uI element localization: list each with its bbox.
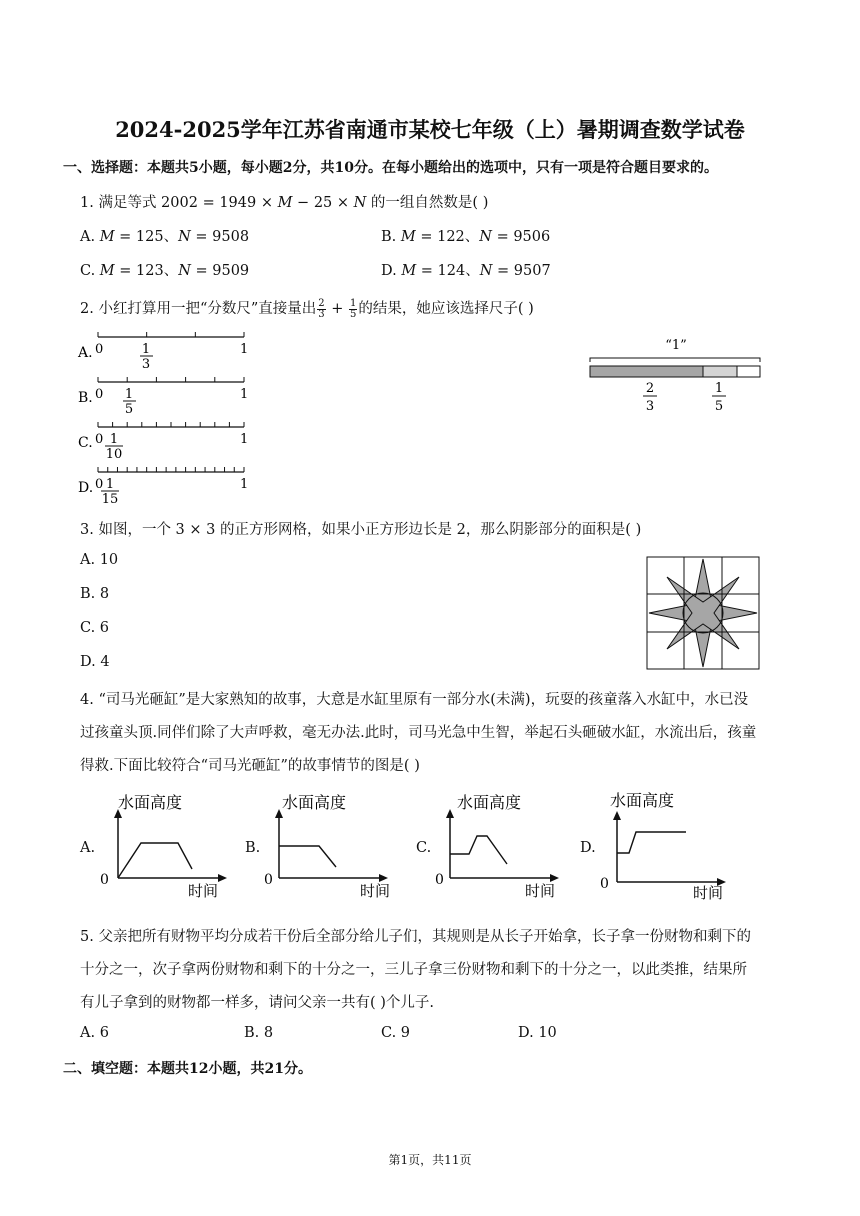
value: = 9506	[491, 229, 551, 245]
denominator: 3	[318, 308, 325, 320]
graph-b-xlabel: 时间	[360, 882, 391, 900]
graph-d-origin: 0	[600, 876, 609, 892]
graph-a-xlabel: 时间	[188, 882, 219, 900]
question-5-line-2: 十分之一，次子拿两份财物和剩下的十分之一，三儿子拿三份财物和剩下的十分之一，以此类推，结果所	[80, 962, 747, 978]
q5-option-d[interactable]: D. 10	[518, 1025, 557, 1041]
q1-stem-part: 1. 满足等式 2002 = 1949 ×	[80, 195, 278, 211]
option-label: B.	[381, 229, 397, 245]
q3-option-d[interactable]: D. 4	[80, 654, 110, 670]
q4-option-a-label[interactable]: A.	[80, 840, 96, 856]
q5-option-b[interactable]: B. 8	[244, 1025, 274, 1041]
graph-b-ylabel: 水面高度	[282, 793, 347, 812]
question-3-stem: 3. 如图，一个 3 × 3 的正方形网格，如果小正方形边长是 2，那么阴影部分的面积是( )	[80, 522, 642, 538]
q4-option-d-label[interactable]: D.	[580, 840, 596, 856]
question-4-line-1: 4. “司马光砸缸”是大家熟知的故事，大意是水缸里原有一部分水(未满)，玩耍的孩童落入水缸中，水已没	[80, 692, 749, 708]
q5-option-c[interactable]: C. 9	[381, 1025, 411, 1041]
graph-b-curve	[279, 846, 336, 867]
var-m: M	[400, 229, 416, 245]
question-4-line-2: 过孩童头顶.同伴们除了大声呼救，毫无办法.此时，司马光急中生智，举起石头砸破水缸，水流出后，孩童	[80, 725, 757, 741]
page-title: 2024-2025学年江苏省南通市某校七年级（上）暑期调查数学试卷	[115, 117, 745, 142]
q4-graph-b	[262, 790, 397, 900]
question-2-stem	[80, 297, 534, 320]
bar-segment-remainder	[737, 366, 760, 377]
section-2-heading: 二、填空题：本题共12小题，共21分。	[63, 1061, 312, 1077]
q4-graph-d	[598, 790, 733, 900]
bar-top-label: “1”	[665, 338, 687, 353]
ruler-a-zero: 0	[95, 342, 104, 357]
bar-frac1-den: 3	[645, 399, 655, 414]
section-1-heading: 一、选择题：本题共5小题，每小题2分，共10分。在每小题给出的选项中，只有一项是符合题目要求的。	[63, 160, 718, 176]
q1-stem-part: − 25 ×	[292, 195, 354, 211]
var-n: N	[178, 229, 191, 245]
graph-a-ylabel: 水面高度	[118, 793, 183, 812]
bar-frac2-den: 5	[714, 399, 724, 414]
graph-c-xlabel: 时间	[525, 882, 556, 900]
q1-option-c[interactable]	[80, 259, 249, 280]
ruler-d-zero: 0	[95, 477, 104, 492]
var-n: N	[479, 263, 493, 279]
ruler-b-one: 1	[240, 387, 249, 402]
bar-segment-one-fifth	[703, 366, 737, 377]
ruler-b-zero: 0	[95, 387, 104, 402]
q1-var-n: N	[353, 195, 367, 211]
value: = 124、	[416, 263, 480, 279]
bar-frac2-num: 1	[714, 381, 724, 396]
plus-sign: +	[326, 301, 349, 317]
q2-rulers	[76, 328, 276, 508]
q4-graph-a	[96, 790, 231, 900]
ruler-option-b-label[interactable]: B.	[78, 390, 93, 406]
ruler-b-frac-num: 1	[124, 387, 134, 402]
question-1-stem	[80, 191, 488, 212]
value: = 122、	[415, 229, 480, 245]
q3-grid-figure	[646, 556, 760, 670]
ruler-option-c-label[interactable]: C.	[78, 435, 93, 451]
page-footer: 第1页，共11页	[388, 1153, 472, 1167]
var-m: M	[401, 263, 417, 279]
graph-d-ylabel: 水面高度	[610, 791, 675, 810]
q2-stem-part: 的结果，她应该选择尺子( )	[358, 301, 534, 317]
fraction	[349, 299, 357, 320]
ruler-option-d-label[interactable]: D.	[78, 480, 94, 496]
ruler-b-frac-den: 5	[124, 402, 134, 417]
value: = 123、	[114, 263, 179, 279]
ruler-d-one: 1	[240, 477, 249, 492]
graph-a-origin: 0	[100, 872, 109, 888]
q1-var-m: M	[277, 195, 293, 211]
q1-option-b[interactable]	[381, 225, 550, 246]
graph-b-origin: 0	[264, 872, 273, 888]
ruler-c-zero: 0	[95, 432, 104, 447]
var-n: N	[178, 263, 191, 279]
graph-d-xlabel: 时间	[693, 884, 724, 900]
ruler-c-one: 1	[240, 432, 249, 447]
ruler-a-frac-num: 1	[141, 342, 151, 357]
q3-option-a[interactable]: A. 10	[80, 552, 119, 568]
ruler-a-frac-den: 3	[141, 357, 151, 372]
ruler-c-frac-num: 1	[109, 432, 119, 447]
q1-option-d[interactable]	[381, 259, 551, 280]
numerator: 2	[318, 297, 325, 309]
var-n: N	[479, 229, 492, 245]
q5-option-a[interactable]: A. 6	[80, 1025, 109, 1041]
value: = 9508	[190, 229, 250, 245]
graph-d-curve	[617, 832, 686, 853]
q1-option-a[interactable]	[80, 225, 249, 246]
value: = 9507	[492, 263, 551, 279]
question-5-line-1: 5. 父亲把所有财物平均分成若干份后全部分给儿子们，其规则是从长子开始拿，长子拿一份财物和剩下的	[80, 929, 751, 945]
question-4-line-3: 得救.下面比较符合“司马光砸缸”的故事情节的图是( )	[80, 758, 420, 774]
q2-stem-part: 2. 小红打算用一把“分数尺”直接量出	[80, 301, 317, 317]
ruler-d-frac-den: 15	[101, 492, 119, 507]
graph-c-origin: 0	[435, 872, 444, 888]
ruler-c-frac-den: 10	[105, 447, 123, 462]
value: = 9509	[190, 263, 250, 279]
ruler-option-a-label[interactable]: A.	[78, 345, 93, 361]
var-m: M	[99, 263, 115, 279]
bar-frac1-num: 2	[645, 381, 655, 396]
fraction	[317, 299, 325, 320]
question-5-line-3: 有儿子拿到的财物都一样多，请问父亲一共有( )个儿子.	[80, 995, 435, 1011]
q4-graph-c	[433, 790, 568, 900]
ruler-a-one: 1	[240, 342, 249, 357]
q3-option-b[interactable]: B. 8	[80, 586, 110, 602]
q4-option-b-label[interactable]: B.	[245, 840, 261, 856]
q2-fraction-bar-figure	[584, 334, 766, 416]
option-label: A.	[80, 229, 96, 245]
graph-a-curve	[118, 843, 192, 878]
value: = 125、	[114, 229, 179, 245]
graph-c-curve	[450, 836, 507, 864]
q4-option-c-label[interactable]: C.	[416, 840, 432, 856]
graph-c-ylabel: 水面高度	[457, 793, 522, 812]
q3-option-c[interactable]: C. 6	[80, 620, 110, 636]
numerator: 1	[350, 297, 357, 309]
q1-stem-part: 的一组自然数是( )	[366, 195, 489, 211]
var-m: M	[99, 229, 115, 245]
ruler-d-frac-num: 1	[105, 477, 115, 492]
option-label: C.	[80, 263, 96, 279]
denominator: 5	[350, 308, 357, 320]
bar-segment-two-thirds	[590, 366, 703, 377]
option-label: D.	[381, 263, 397, 279]
